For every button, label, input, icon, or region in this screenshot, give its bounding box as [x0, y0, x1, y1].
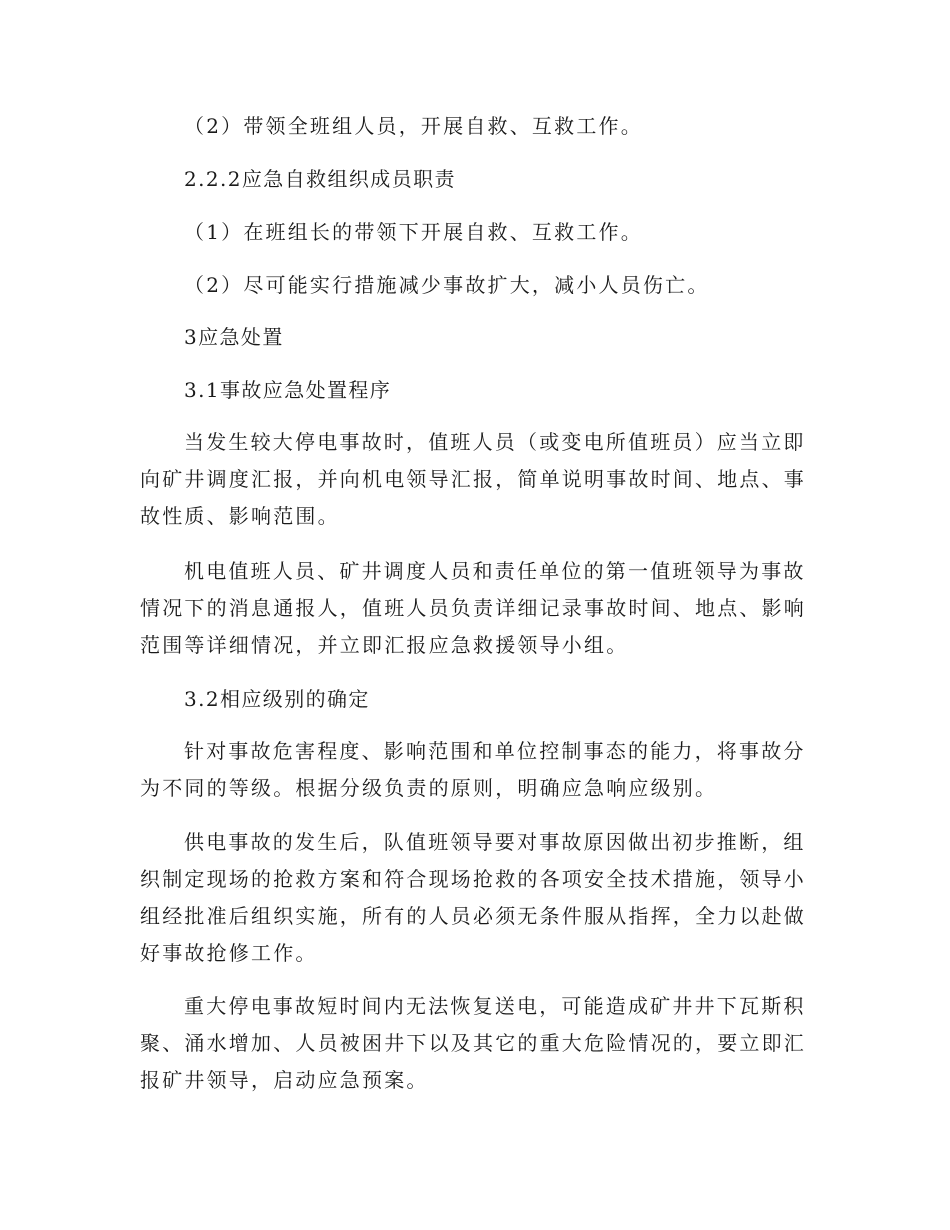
paragraph-line: 重大停电事故短时间内无法恢复送电，可能造成矿井井下瓦斯积 [184, 994, 806, 1018]
paragraph-line: 当发生较大停电事故时，值班人员（或变电所值班员）应当立即 [184, 430, 806, 454]
paragraph-line: 好事故抢修工作。 [140, 941, 318, 965]
paragraph-line: 织制定现场的抢救方案和符合现场抢救的各项安全技术措施，领导小 [140, 867, 806, 891]
paragraph-line: 情况下的消息通报人，值班人员负责详细记录事故时间、地点、影响 [140, 596, 806, 620]
paragraph-line: 故性质、影响范围。 [140, 504, 340, 528]
paragraph-line: 供电事故的发生后，队值班领导要对事故原因做出初步推断，组 [184, 830, 806, 854]
paragraph-line: 机电值班人员、矿井调度人员和责任单位的第一值班领导为事故 [184, 559, 806, 583]
list-item: （2）带领全班组人员，开展自救、互救工作。 [184, 114, 643, 138]
paragraph-line: 向矿井调度汇报，并向机电领导汇报，简单说明事故时间、地点、事 [140, 467, 806, 491]
paragraph-line: 报矿井领导，启动应急预案。 [140, 1068, 429, 1092]
section-heading: 3.2相应级别的确定 [184, 687, 370, 711]
paragraph-line: 聚、涌水增加、人员被困井下以及其它的重大危险情况的，要立即汇 [140, 1031, 806, 1055]
paragraph-line: 为不同的等级。根据分级负责的原则，明确应急响应级别。 [140, 776, 718, 800]
paragraph-line: 组经批准后组织实施，所有的人员必须无条件服从指挥，全力以赴做 [140, 904, 806, 928]
paragraph-line: 范围等详细情况，并立即汇报应急救援领导小组。 [140, 633, 629, 657]
list-item: （2）尽可能实行措施减少事故扩大，减小人员伤亡。 [184, 273, 710, 297]
section-heading: 3应急处置 [184, 325, 284, 349]
list-item: （1）在班组长的带领下开展自救、互救工作。 [184, 220, 643, 244]
paragraph-line: 针对事故危害程度、影响范围和单位控制事态的能力，将事故分 [184, 739, 806, 763]
section-heading: 2.2.2应急自救组织成员职责 [184, 167, 456, 191]
section-heading: 3.1事故应急处置程序 [184, 378, 392, 402]
